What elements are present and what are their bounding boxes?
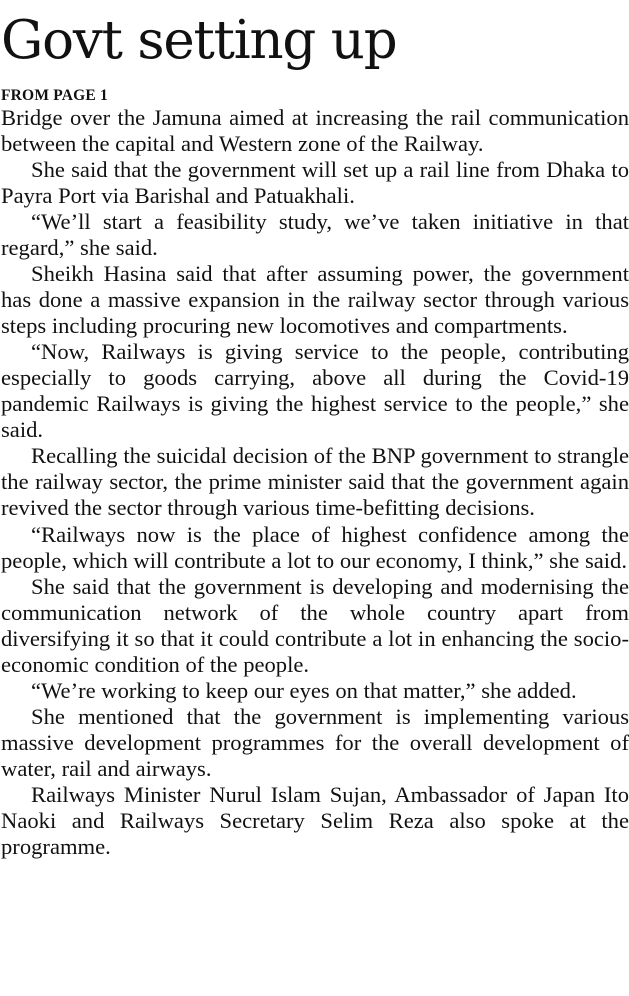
article-paragraph: “We’ll start a feasibility study, we’ve taken initiative in that regard,” she said.: [1, 209, 629, 261]
article-paragraph: She said that the government will set up a rail line from Dhaka to Payra Port via Barishal and Patuakhali.: [1, 157, 629, 209]
article-headline: Govt setting up: [1, 10, 397, 71]
article-paragraph: “Now, Railways is giving service to the people, contributing especially to goods carrying, above all during the Covid-19 pandemic Railways is giving the highest service to the people,” she said.: [1, 339, 629, 443]
article-paragraph: “We’re working to keep our eyes on that matter,” she added.: [31, 677, 577, 703]
article-paragraph: She mentioned that the government is implementing various massive development programmes for the overall development of water, rail and airways.: [1, 703, 629, 781]
article-body: [1, 105, 629, 860]
article-paragraph: Railways Minister Nurul Islam Sujan, Ambassador of Japan Ito Naoki and Railways Secretary Selim Reza also spoke at the programme.: [1, 781, 629, 859]
article-paragraph: Sheikh Hasina said that after assuming power, the government has done a massive expansion in the railway sector through various steps including procuring new locomotives and compartments.: [1, 261, 629, 339]
article-paragraph: She said that the government is developing and modernising the communication network of the whole country apart from diversifying it so that it could contribute a lot in enhancing the socio-economic condition of the people.: [1, 573, 629, 677]
article-paragraph: “Railways now is the place of highest confidence among the people, which will contribute a lot to our economy, I think,” she said.: [1, 521, 629, 573]
continuation-label: FROM PAGE 1: [1, 87, 108, 104]
article-paragraph: Bridge over the Jamuna aimed at increasing the rail communication between the capital and Western zone of the Railway.: [1, 105, 629, 157]
article-paragraph: Recalling the suicidal decision of the BNP government to strangle the railway sector, the prime minister said that the government again revived the sector through various time-befitting decisions.: [1, 443, 629, 521]
